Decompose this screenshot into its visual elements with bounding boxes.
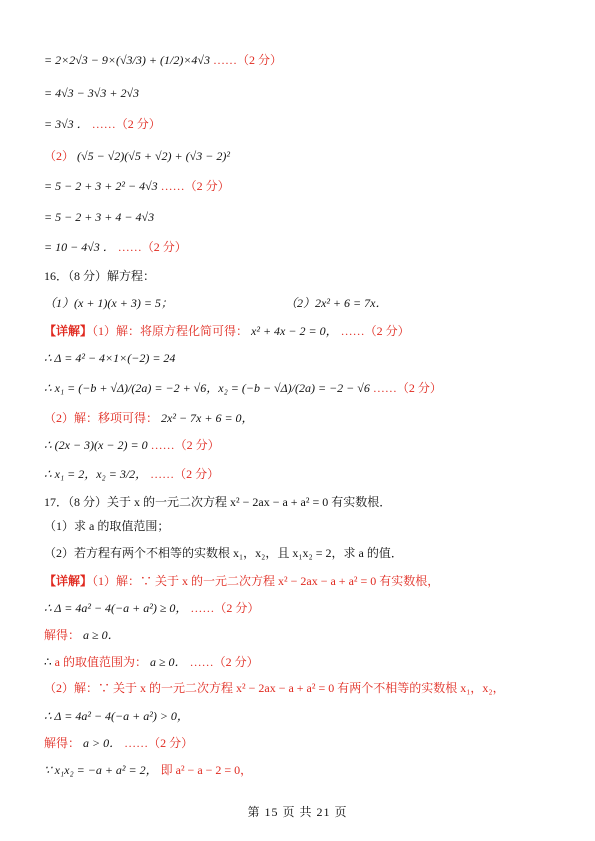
therefore-symbol: ∴ (44, 655, 55, 669)
calc-line-7 (44, 239, 187, 255)
q16-part1 (44, 295, 173, 311)
score-note: ……（2 分） (150, 438, 220, 452)
detail-text: 解得： (44, 628, 81, 642)
score-note: ……（2 分） (91, 117, 161, 131)
score-note: ……（2 分） (150, 467, 220, 481)
q17-solve2 (44, 735, 193, 751)
q17-part2: （2）若方程有两个不相等的实数根 x₁，x₂，且 x₁x₂ = 2，求 a 的值． (44, 546, 403, 560)
score-note: ……（2 分） (213, 53, 283, 67)
equation: ∴ Δ = 4a² − 4(−a + a²) ≥ 0， (44, 601, 188, 615)
math-expression: = 3√3 ． (44, 117, 89, 131)
math-expression: = 10 − 4√3 ． (44, 240, 115, 254)
q16-factor (44, 437, 220, 453)
equation: a ≥ 0． (83, 628, 120, 642)
calc-line-4 (44, 148, 230, 164)
detail-label: 【详解】 (44, 324, 93, 338)
q16-roots (44, 380, 442, 396)
detail-text: （1）解：∵ 关于 x 的一元二次方程 x² − 2ax − a + a² = 0 有实数根， (92, 574, 440, 588)
detail-text: （1）解：将原方程化简可得： (92, 324, 249, 338)
part-label: （2） (44, 149, 75, 163)
score-note: ……（2 分） (189, 655, 259, 669)
detail-text: （2）解：移项可得： (44, 411, 159, 425)
detail-text: 解得： (44, 736, 81, 750)
q17-ineq1 (44, 600, 259, 616)
q16-solution (44, 466, 219, 482)
q17-last (44, 762, 252, 778)
equation: （1）(x + 1)(x + 3) = 5； (44, 296, 173, 310)
score-note: ……（2 分） (340, 324, 410, 338)
q16-heading: 16．（8 分）解方程： (44, 269, 156, 283)
score-note: ……（2 分） (117, 240, 187, 254)
equation: a > 0． (83, 736, 122, 750)
q17-heading: 17．（8 分）关于 x 的一元二次方程 x² − 2ax − a + a² = 0 有实数根． (44, 495, 392, 509)
q17-part2-solution (44, 680, 505, 696)
q16-part2 (285, 295, 387, 311)
equation: ∴ (2x − 3)(x − 2) = 0 (44, 438, 148, 452)
detail-text: 即 a² − a − 2 = 0， (160, 763, 253, 777)
q16-part2-solution (44, 410, 254, 426)
q17-detail-line (44, 573, 439, 589)
calc-line-5 (44, 178, 230, 194)
math-expression: (√5 − √2)(√5 + √2) + (√3 − 2)² (77, 149, 230, 163)
math-expression: = 4√3 − 3√3 + 2√3 (44, 86, 140, 100)
detail-text: （2）解：∵ 关于 x 的一元二次方程 x² − 2ax − a + a² = 0 有两个不相等的实数根 x₁，x₂， (44, 681, 505, 695)
score-note: ……（2 分） (124, 736, 194, 750)
detail-label: 【详解】 (44, 574, 93, 588)
q17-solve1 (44, 627, 120, 643)
math-expression: = 5 − 2 + 3 + 4 − 4√3 (44, 210, 155, 224)
score-note: ……（2 分） (190, 601, 260, 615)
equation: ∴ x₁ = (−b + √Δ)/(2a) = −2 + √6，x₂ = (−b − √Δ)/(2a) = −2 − √6 (44, 381, 370, 395)
equation: x² + 4x − 2 = 0， (251, 324, 338, 338)
math-expression: = 5 − 2 + 3 + 2² − 4√3 (44, 179, 158, 193)
q17-ineq2 (44, 708, 189, 724)
equation: ∴ Δ = 4a² − 4(−a + a²) > 0， (44, 709, 189, 723)
detail-text: a 的取值范围为： (54, 655, 147, 669)
equation: 2x² − 7x + 6 = 0， (161, 411, 254, 425)
calc-line-2 (44, 85, 139, 101)
q17-range (44, 654, 259, 670)
q16-delta (44, 350, 175, 366)
calc-line-1 (44, 52, 282, 68)
equation: ∵ x₁x₂ = −a + a² = 2， (44, 763, 158, 777)
equation: ∴ Δ = 4² − 4×1×(−2) = 24 (44, 351, 176, 365)
calc-line-3 (44, 116, 161, 132)
score-note: ……（2 分） (160, 179, 230, 193)
score-note: ……（2 分） (372, 381, 442, 395)
equation: ∴ x₁ = 2，x₂ = 3/2， (44, 467, 148, 481)
equation: （2）2x² + 6 = 7x． (285, 296, 388, 310)
math-expression: = 2×2√3 − 9×(√3/3) + (1/2)×4√3 (44, 53, 210, 67)
calc-line-6 (44, 209, 154, 225)
page-footer: 第 15 页 共 21 页 (247, 805, 348, 819)
q16-detail-line (44, 323, 410, 339)
equation: a ≥ 0． (149, 655, 187, 669)
q17-part1: （1）求 a 的取值范围； (44, 519, 170, 533)
